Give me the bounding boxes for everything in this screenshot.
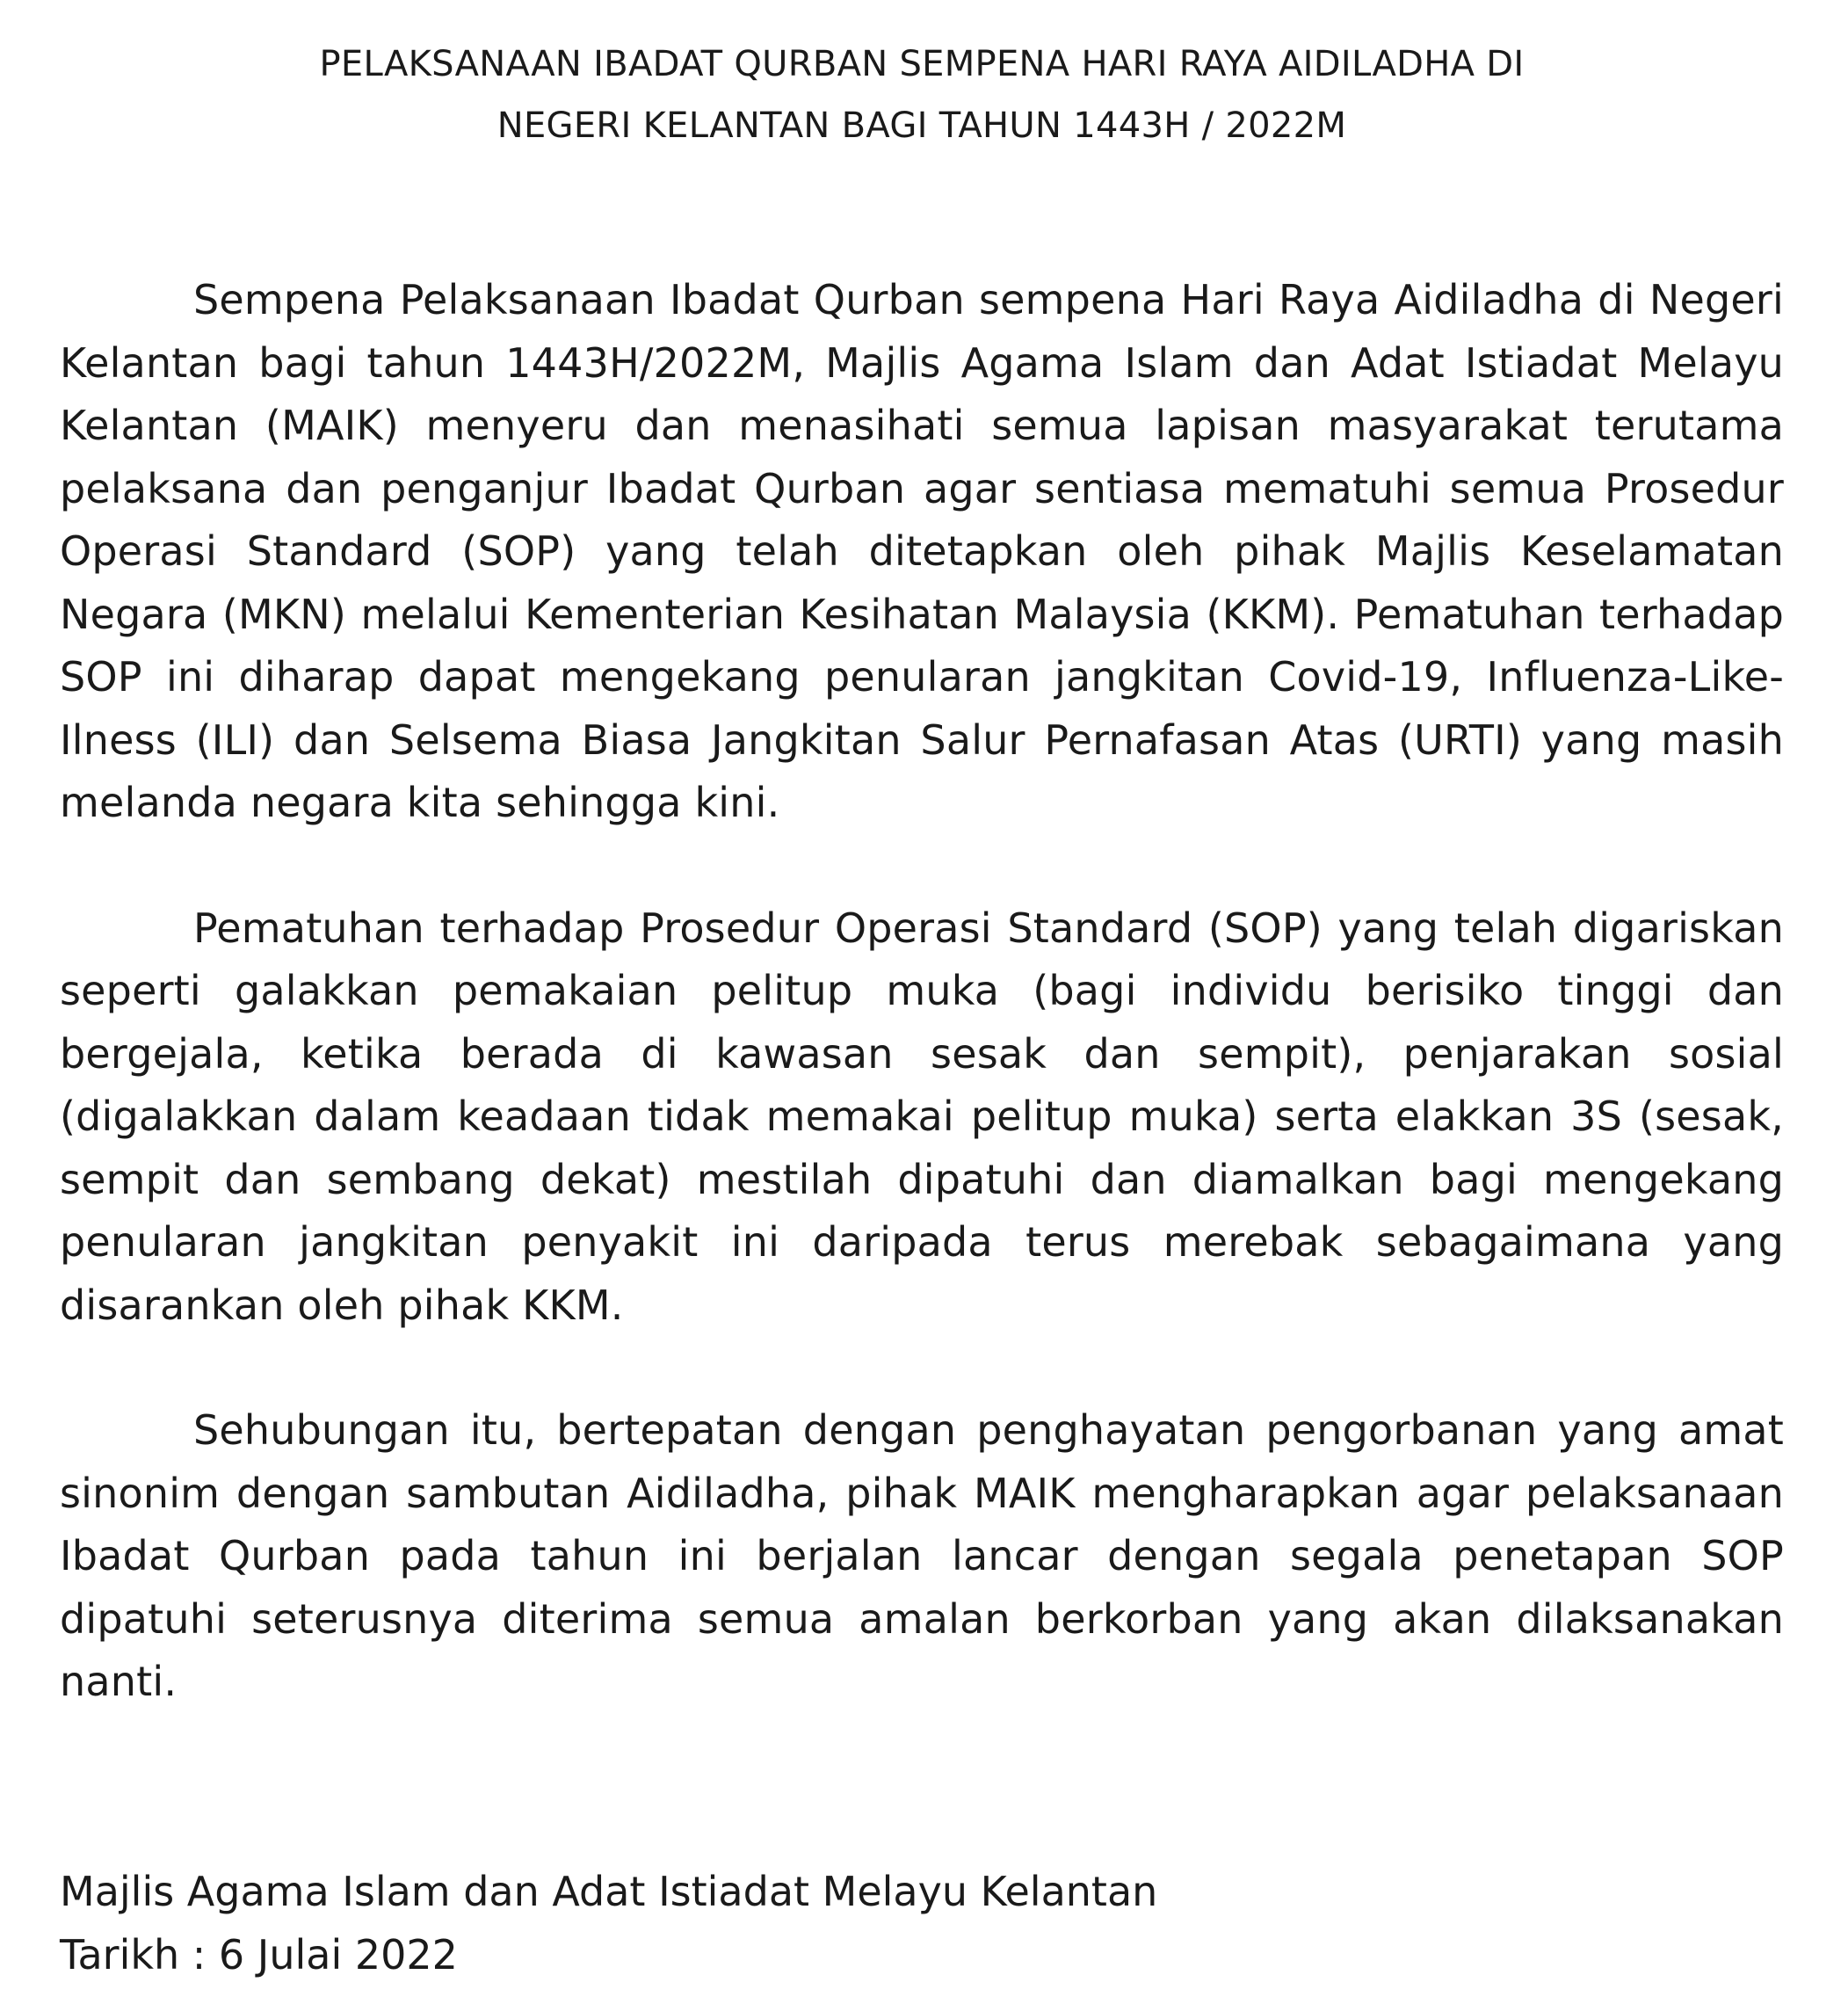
signature-block — [60, 1861, 1157, 1986]
title-line-2: NEGERI KELANTAN BAGI TAHUN 1443H / 2022M — [496, 105, 1347, 146]
paragraph-3: Sehubungan itu, bertepatan dengan penghayatan pengorbanan yang amat sinonim dengan sambutan Aidiladha, pihak MAIK mengharapkan agar pelaksanaan Ibadat Qurban pada tahun ini berjalan lancar dengan segala penetapan SOP dipatuhi seterusnya diterima semua amalan berkorban yang akan dilaksanakan nanti. — [60, 1406, 1784, 1705]
title-line-1: PELAKSANAAN IBADAT QURBAN SEMPENA HARI RAYA AIDILADHA DI — [319, 44, 1525, 84]
paragraph-2: Pematuhan terhadap Prosedur Operasi Standard (SOP) yang telah digariskan seperti galakkan pemakaian pelitup muka (bagi individu berisiko tinggi dan bergejala, ketika berada di kawasan sesak dan sempit), penjarakan sosial (digalakkan dalam keadaan tidak memakai pelitup muka) serta elakkan 3S (sesak, sempit dan sembang dekat) mestilah dipatuhi dan diamalkan bagi mengekang penularan jangkitan penyakit ini daripada terus merebak sebagaimana yang disarankan oleh pihak KKM. — [60, 904, 1784, 1329]
paragraph-1: Sempena Pelaksanaan Ibadat Qurban sempena Hari Raya Aidiladha di Negeri Kelantan bagi tahun 1443H/2022M, Majlis Agama Islam dan Adat Istiadat Melayu Kelantan (MAIK) menyeru dan menasihati semua lapisan masyarakat terutama pelaksana dan penganjur Ibadat Qurban agar sentiasa mematuhi semua Prosedur Operasi Standard (SOP) yang telah ditetapkan oleh pihak Majlis Keselamatan Negara (MKN) melalui Kementerian Kesihatan Malaysia (KKM). Pematuhan terhadap SOP ini diharap dapat mengekang penularan jangkitan Covid-19, Influenza-Like-Ilness (ILI) dan Selsema Biasa Jangkitan Salur Pernafasan Atas (URTI) yang masih melanda negara kita sehingga kini. — [60, 276, 1784, 826]
signature-organization: Majlis Agama Islam dan Adat Istiadat Melayu Kelantan — [60, 1868, 1158, 1915]
document-title — [60, 33, 1784, 156]
document-page — [60, 33, 1784, 1714]
signature-date: Tarikh : 6 Julai 2022 — [60, 1930, 458, 1979]
